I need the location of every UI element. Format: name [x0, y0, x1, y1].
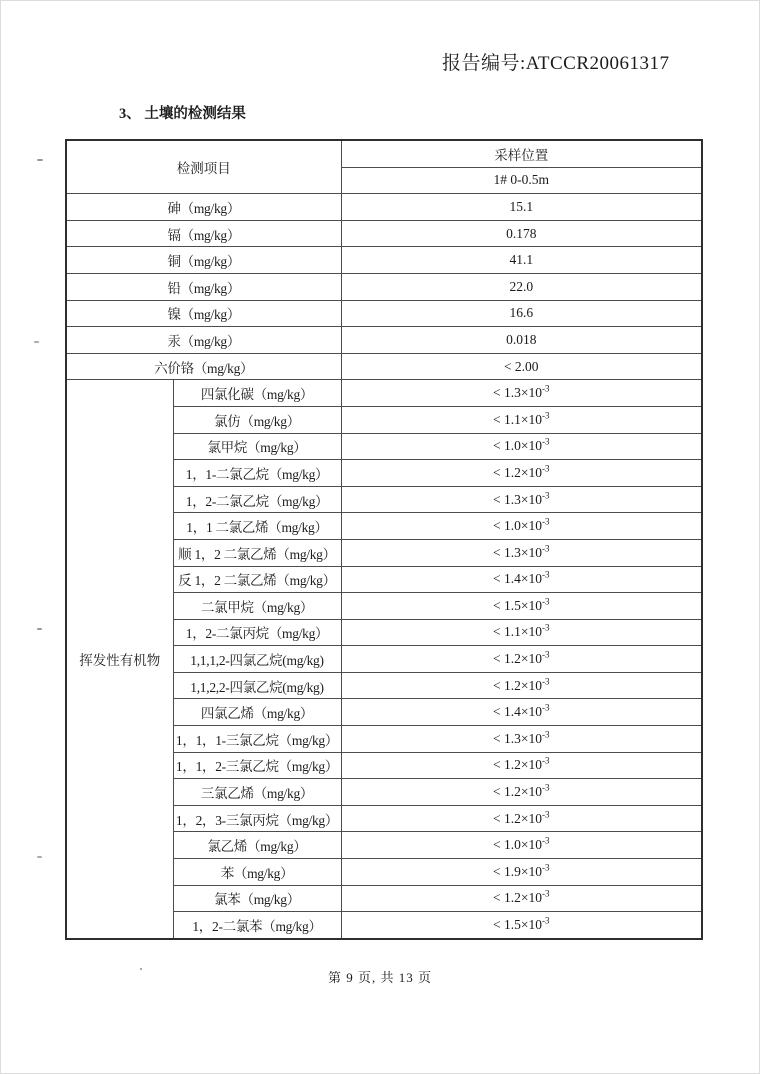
- metal-item-cell: 镉（mg/kg）: [66, 220, 341, 247]
- voc-value-cell: [341, 752, 702, 779]
- voc-item-cell: 1，1 二氯乙烯（mg/kg）: [173, 513, 341, 540]
- voc-value-base: < 1.3×10: [493, 730, 542, 746]
- table-row: [66, 327, 702, 354]
- voc-value-cell: [341, 433, 702, 460]
- voc-value-base: < 1.2×10: [493, 810, 542, 826]
- voc-value-exponent: -3: [541, 862, 550, 873]
- voc-value-exponent: -3: [541, 702, 550, 713]
- voc-value-exponent: -3: [541, 383, 550, 394]
- voc-value-cell: [341, 912, 702, 939]
- table-row: [66, 273, 702, 300]
- voc-item-cell: 1，2-二氯乙烷（mg/kg）: [173, 486, 341, 513]
- voc-item-cell: 氯甲烷（mg/kg）: [173, 433, 341, 460]
- metal-value-cell: 0.018: [341, 327, 702, 354]
- metal-item-cell: 六价铬（mg/kg）: [66, 353, 341, 380]
- voc-item-cell: 三氯乙烯（mg/kg）: [173, 779, 341, 806]
- table-row: [66, 194, 702, 221]
- table-row: [66, 220, 702, 247]
- voc-value-base: < 1.1×10: [493, 411, 542, 427]
- voc-value-base: < 1.3×10: [493, 491, 542, 507]
- voc-group-cell: 挥发性有机物: [66, 380, 173, 939]
- voc-value-exponent: -3: [541, 676, 550, 687]
- voc-value-cell: [341, 726, 702, 753]
- voc-value-exponent: -3: [541, 835, 550, 846]
- voc-value-exponent: -3: [541, 490, 550, 501]
- voc-value-base: < 1.0×10: [493, 837, 542, 853]
- voc-item-cell: 1,1,2,2-四氯乙烷(mg/kg): [173, 672, 341, 699]
- voc-item-cell: 苯（mg/kg）: [173, 859, 341, 886]
- voc-item-cell: 反 1，2 二氯乙烯（mg/kg）: [173, 566, 341, 593]
- metal-value-cell: 15.1: [341, 194, 702, 221]
- voc-value-cell: [341, 566, 702, 593]
- voc-value-exponent: -3: [541, 729, 550, 740]
- voc-value-base: < 1.3×10: [493, 544, 542, 560]
- voc-item-cell: 四氯化碳（mg/kg）: [173, 380, 341, 407]
- scan-artifact: [37, 628, 42, 630]
- voc-value-base: < 1.2×10: [493, 464, 542, 480]
- scan-artifact: [34, 341, 39, 343]
- voc-value-base: < 1.5×10: [493, 597, 542, 613]
- voc-value-exponent: -3: [541, 436, 550, 447]
- voc-value-base: < 1.2×10: [493, 784, 542, 800]
- voc-item-cell: 氯乙烯（mg/kg）: [173, 832, 341, 859]
- voc-value-base: < 1.0×10: [493, 438, 542, 454]
- voc-value-base: < 1.5×10: [493, 917, 542, 933]
- metal-value-cell: 22.0: [341, 273, 702, 300]
- voc-value-cell: [341, 539, 702, 566]
- voc-value-cell: [341, 805, 702, 832]
- voc-item-cell: 顺 1，2 二氯乙烯（mg/kg）: [173, 539, 341, 566]
- table-row: [66, 247, 702, 274]
- table-row: [66, 300, 702, 327]
- voc-item-cell: 1，1，2-三氯乙烷（mg/kg）: [173, 752, 341, 779]
- metal-item-cell: 砷（mg/kg）: [66, 194, 341, 221]
- voc-item-cell: 四氯乙烯（mg/kg）: [173, 699, 341, 726]
- voc-value-cell: [341, 513, 702, 540]
- voc-value-exponent: -3: [541, 755, 550, 766]
- metal-item-cell: 镍（mg/kg）: [66, 300, 341, 327]
- voc-item-cell: 氯苯（mg/kg）: [173, 885, 341, 912]
- voc-value-exponent: -3: [541, 596, 550, 607]
- voc-value-exponent: -3: [541, 543, 550, 554]
- header-location-col: 采样位置: [341, 140, 702, 167]
- voc-item-cell: 二氯甲烷（mg/kg）: [173, 593, 341, 620]
- voc-item-cell: 1，1，1-三氯乙烷（mg/kg）: [173, 726, 341, 753]
- voc-value-cell: [341, 859, 702, 886]
- voc-value-cell: [341, 832, 702, 859]
- page-footer: 第 9 页, 共 13 页: [327, 970, 432, 985]
- voc-value-cell: [341, 380, 702, 407]
- table-row: [66, 380, 702, 407]
- voc-value-cell: [341, 885, 702, 912]
- metal-value-cell: < 2.00: [341, 353, 702, 380]
- voc-item-cell: 1，2-二氯苯（mg/kg）: [173, 912, 341, 939]
- voc-value-base: < 1.3×10: [493, 385, 542, 401]
- voc-value-exponent: -3: [541, 888, 550, 899]
- voc-value-cell: [341, 486, 702, 513]
- voc-item-cell: 氯仿（mg/kg）: [173, 406, 341, 433]
- voc-value-cell: [341, 593, 702, 620]
- voc-value-cell: [341, 672, 702, 699]
- voc-item-cell: 1,1,1,2-四氯乙烷(mg/kg): [173, 646, 341, 673]
- scan-artifact: [140, 968, 142, 970]
- voc-value-exponent: -3: [541, 463, 550, 474]
- voc-value-base: < 1.1×10: [493, 624, 542, 640]
- voc-value-base: < 1.2×10: [493, 677, 542, 693]
- metal-item-cell: 铅（mg/kg）: [66, 273, 341, 300]
- voc-item-cell: 1，2-二氯丙烷（mg/kg）: [173, 619, 341, 646]
- voc-value-base: < 1.0×10: [493, 518, 542, 534]
- voc-value-exponent: -3: [541, 649, 550, 660]
- voc-value-base: < 1.4×10: [493, 571, 542, 587]
- voc-value-base: < 1.9×10: [493, 863, 542, 879]
- metal-item-cell: 汞（mg/kg）: [66, 327, 341, 354]
- table-row: [66, 353, 702, 380]
- report-number: 报告编号:ATCCR20061317: [442, 53, 670, 74]
- soil-results-table: [65, 139, 703, 940]
- voc-value-cell: [341, 646, 702, 673]
- metal-value-cell: 16.6: [341, 300, 702, 327]
- section-title: 3、 土壤的检测结果: [119, 106, 246, 122]
- metal-value-cell: 41.1: [341, 247, 702, 274]
- metal-item-cell: 铜（mg/kg）: [66, 247, 341, 274]
- voc-value-base: < 1.2×10: [493, 757, 542, 773]
- voc-value-exponent: -3: [541, 516, 550, 527]
- voc-item-cell: 1，2，3-三氯丙烷（mg/kg）: [173, 805, 341, 832]
- voc-value-exponent: -3: [541, 569, 550, 580]
- voc-value-base: < 1.2×10: [493, 651, 542, 667]
- voc-value-exponent: -3: [541, 622, 550, 633]
- scan-artifact: [37, 856, 42, 858]
- soil-table-body: [66, 140, 702, 939]
- voc-value-cell: [341, 779, 702, 806]
- header-item-col: 检测项目: [66, 140, 341, 194]
- table-header-row-1: [66, 140, 702, 167]
- voc-value-exponent: -3: [541, 782, 550, 793]
- voc-value-exponent: -3: [541, 915, 550, 926]
- voc-value-cell: [341, 460, 702, 487]
- voc-value-exponent: -3: [541, 809, 550, 820]
- voc-value-base: < 1.2×10: [493, 890, 542, 906]
- voc-item-cell: 1，1-二氯乙烷（mg/kg）: [173, 460, 341, 487]
- header-sample-id: 1# 0-0.5m: [341, 167, 702, 194]
- voc-value-cell: [341, 619, 702, 646]
- metal-value-cell: 0.178: [341, 220, 702, 247]
- voc-value-cell: [341, 699, 702, 726]
- voc-value-cell: [341, 406, 702, 433]
- scan-artifact: [37, 159, 43, 161]
- voc-value-exponent: -3: [541, 410, 550, 421]
- voc-value-base: < 1.4×10: [493, 704, 542, 720]
